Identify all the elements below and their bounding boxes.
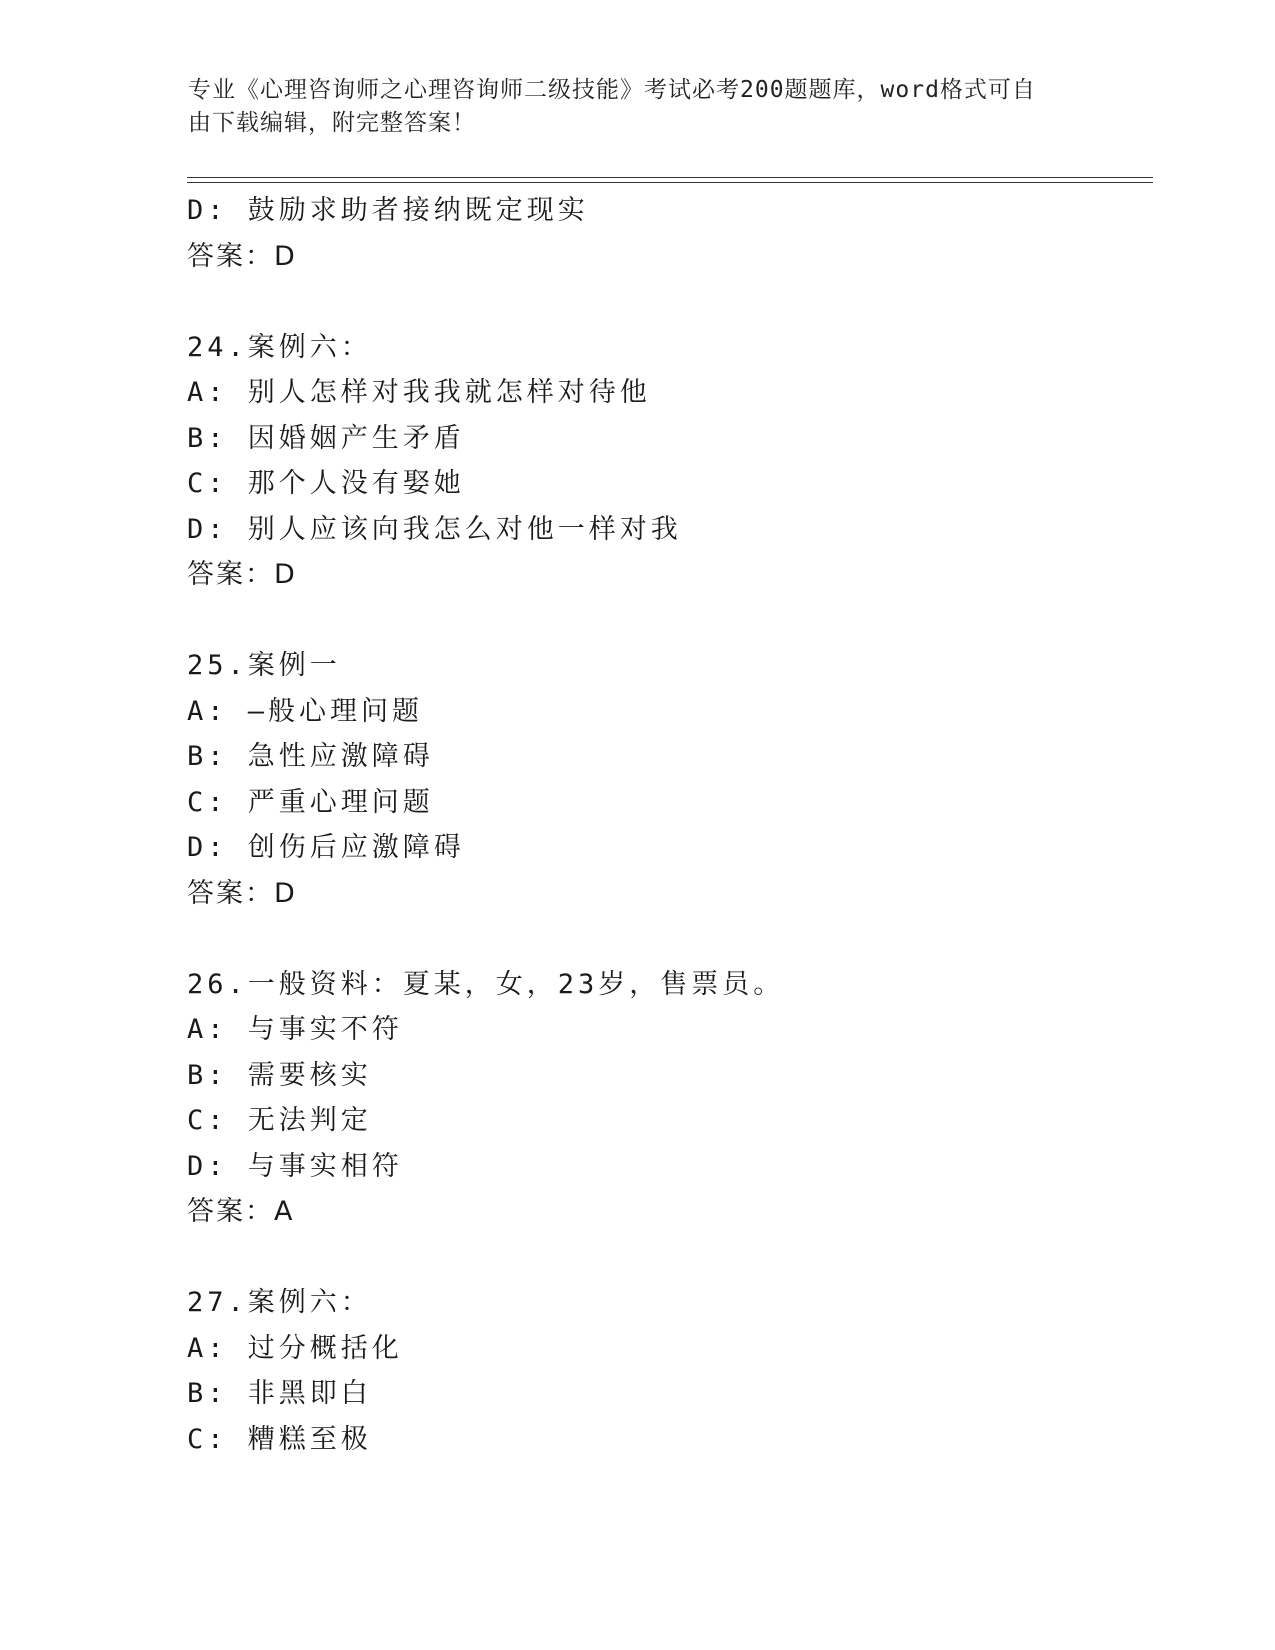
option-d: D: 与事实相符 bbox=[187, 1150, 403, 1182]
spacer bbox=[187, 916, 1147, 962]
question-title: 24.案例六： bbox=[187, 331, 372, 363]
spacer bbox=[187, 1235, 1147, 1281]
option-c: C: 严重心理问题 bbox=[187, 786, 434, 818]
option-d: D: 创伤后应激障碍 bbox=[187, 832, 465, 863]
question-24 bbox=[187, 325, 1147, 598]
header-divider-bottom bbox=[187, 182, 1153, 183]
question-title: 27.案例六： bbox=[187, 1287, 372, 1318]
option-b: B: 非黑即白 bbox=[187, 1378, 372, 1409]
option-c: C: 那个人没有娶她 bbox=[187, 468, 465, 499]
option-c: C: 糟糕至极 bbox=[187, 1423, 372, 1455]
spacer bbox=[187, 598, 1147, 644]
option-a: A: 别人怎样对我我就怎样对待他 bbox=[187, 377, 651, 408]
answer-line: 答案：D bbox=[187, 877, 297, 909]
option-d: D: 别人应该向我怎么对他一样对我 bbox=[187, 513, 682, 545]
header-line-1: 专业《心理咨询师之心理咨询师二级技能》考试必考200题题库，word格式可自 bbox=[188, 77, 1036, 103]
option-b: B: 需要核实 bbox=[187, 1059, 372, 1091]
option-b: B: 急性应激障碍 bbox=[187, 741, 434, 772]
question-title: 26.一般资料：夏某，女，23岁，售票员。 bbox=[187, 968, 785, 1000]
answer-line: 答案：A bbox=[187, 1196, 295, 1227]
question-25 bbox=[187, 643, 1147, 916]
header-divider-top bbox=[187, 177, 1153, 178]
option-c: C: 无法判定 bbox=[187, 1105, 372, 1136]
header-line-2: 由下载编辑，附完整答案！ bbox=[188, 110, 476, 136]
document-header bbox=[188, 74, 1088, 140]
option-a: A: —般心理问题 bbox=[187, 695, 424, 727]
option-a: A: 过分概括化 bbox=[187, 1332, 403, 1364]
question-27 bbox=[187, 1280, 1147, 1462]
option-b: B: 因婚姻产生矛盾 bbox=[187, 422, 465, 454]
spacer bbox=[187, 279, 1147, 325]
option-d: D: 鼓励求助者接纳既定现实 bbox=[187, 195, 589, 226]
question-title: 25.案例一 bbox=[187, 650, 341, 681]
question-list bbox=[187, 188, 1147, 1462]
answer-line: 答案：D bbox=[187, 240, 297, 272]
answer-line: 答案：D bbox=[187, 559, 297, 590]
option-a: A: 与事实不符 bbox=[187, 1014, 403, 1045]
question-26 bbox=[187, 962, 1147, 1235]
